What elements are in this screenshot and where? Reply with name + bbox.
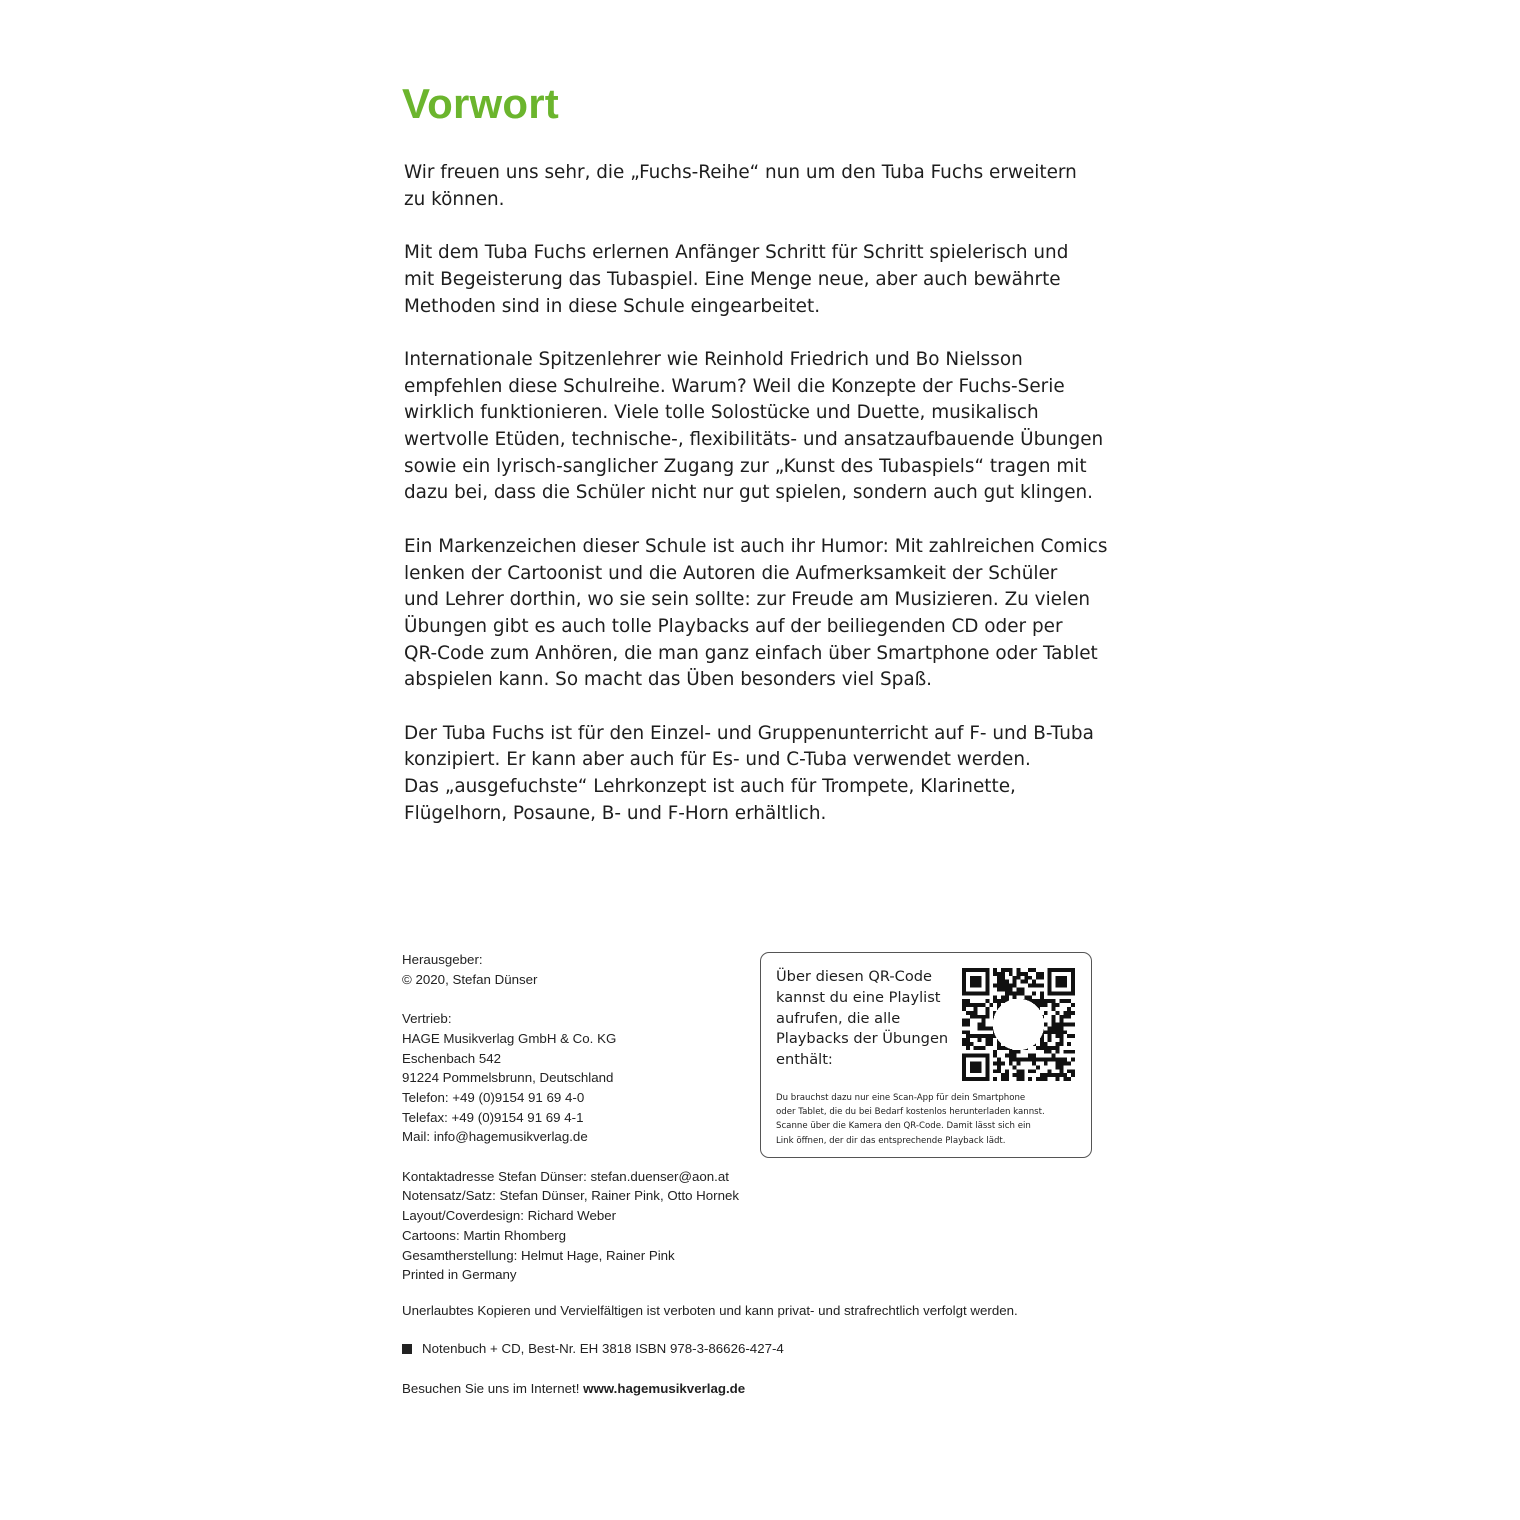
imprint-line: Herausgeber: xyxy=(402,952,483,967)
paragraph-5 xyxy=(404,721,1104,828)
qr-note-line: oder Tablet, die du bei Bedarf kostenlos herunterladen kannst. xyxy=(776,1107,1045,1118)
qr-instructions xyxy=(776,1091,1086,1148)
page-title: Vorwort xyxy=(402,80,559,127)
qr-note-line: Link öffnen, der dir das entsprechende Playback lädt. xyxy=(776,1135,1006,1146)
text-line: Das „ausgefuchste“ Lehrkonzept ist auch für Trompete, Klarinette, xyxy=(404,776,1016,798)
product-info xyxy=(402,1341,784,1356)
text-line: und Lehrer dorthin, wo sie sein sollte: zur Freude am Musizieren. Zu vielen xyxy=(404,589,1091,611)
credits-block xyxy=(402,1167,762,1285)
imprint-line: © 2020, Stefan Dünser xyxy=(402,971,538,987)
qr-note-line: Scanne über die Kamera den QR-Code. Damit lässt sich ein xyxy=(776,1121,1031,1132)
publisher-block xyxy=(402,950,762,989)
copyright-notice: Unerlaubtes Kopieren und Vervielfältigen ist verboten und kann privat- und strafrechtlich verfolgt werden. xyxy=(402,1303,1018,1318)
foreword-body xyxy=(404,160,1108,854)
qr-text-line: kannst du eine Playlist xyxy=(776,988,941,1006)
text-line: Wir freuen uns sehr, die „Fuchs-Reihe“ nun um den Tuba Fuchs erweitern xyxy=(404,162,1077,183)
qr-text-line: Über diesen QR-Code xyxy=(776,968,932,985)
imprint-line: Gesamtherstellung: Helmut Hage, Rainer Pink xyxy=(402,1247,675,1263)
imprint-line: Mail: info@hagemusikverlag.de xyxy=(402,1129,588,1145)
paragraph-1 xyxy=(404,160,1104,213)
text-line: zu können. xyxy=(404,188,505,210)
text-line: QR-Code zum Anhören, die man ganz einfach über Smartphone oder Tablet xyxy=(404,642,1098,664)
imprint-line: Eschenbach 542 xyxy=(402,1050,502,1066)
distribution-block xyxy=(402,1009,762,1147)
paragraph-4 xyxy=(404,534,1108,694)
qr-description xyxy=(776,967,954,1071)
imprint-line: 91224 Pommelsbrunn, Deutschland xyxy=(402,1070,614,1086)
text-line: empfehlen diese Schulreihe. Warum? Weil die Konzepte der Fuchs-Serie xyxy=(404,375,1065,397)
qr-text-line: aufrufen, die alle xyxy=(776,1009,901,1027)
imprint-line: Vertrieb: xyxy=(402,1011,452,1027)
text-line: sowie ein lyrisch-sanglicher Zugang zur „Kunst des Tubaspiels“ tragen mit xyxy=(404,455,1087,477)
text-line: konzipiert. Er kann aber auch für Es- und C-Tuba verwendet werden. xyxy=(404,749,1031,771)
imprint-line: Printed in Germany xyxy=(402,1267,517,1283)
text-line: lenken der Cartoonist und die Autoren die Aufmerksamkeit der Schüler xyxy=(404,562,1058,584)
text-line: mit Begeisterung das Tubaspiel. Eine Menge neue, aber auch bewährte xyxy=(404,268,1061,290)
qr-info-box xyxy=(760,952,1092,1158)
imprint-line: HAGE Musikverlag GmbH & Co. KG xyxy=(402,1030,617,1046)
text-line: wertvolle Etüden, technische-, flexibilitäts- und ansatzaufbauende Übungen xyxy=(404,429,1104,450)
website-line xyxy=(402,1381,745,1396)
qr-text-line: Playbacks der Übungen xyxy=(776,1030,949,1048)
text-line: Internationale Spitzenlehrer wie Reinhold Friedrich und Bo Nielsson xyxy=(404,348,1023,370)
text-line: Der Tuba Fuchs ist für den Einzel- und Gruppenunterricht auf F- und B-Tuba xyxy=(404,722,1094,744)
text-line: wirklich funktionieren. Viele tolle Solostücke und Duette, musikalisch xyxy=(404,402,1039,424)
visit-text: Besuchen Sie uns im Internet! xyxy=(402,1381,580,1396)
qr-text-line: enthält: xyxy=(776,1051,833,1069)
imprint-line: Kontaktadresse Stefan Dünser: stefan.duenser@aon.at xyxy=(402,1168,729,1184)
text-line: abspielen kann. So macht das Üben besonders viel Spaß. xyxy=(404,669,933,691)
imprint-line: Layout/Coverdesign: Richard Weber xyxy=(402,1208,617,1224)
text-line: Mit dem Tuba Fuchs erlernen Anfänger Schritt für Schritt spielerisch und xyxy=(404,242,1069,264)
square-bullet-icon xyxy=(402,1344,412,1354)
product-text: Notenbuch + CD, Best-Nr. EH 3818 ISBN 978-3-86626-427-4 xyxy=(422,1341,784,1356)
text-line: dazu bei, dass die Schüler nicht nur gut spielen, sondern auch gut klingen. xyxy=(404,482,1094,504)
imprint-line: Telefax: +49 (0)9154 91 69 4-1 xyxy=(402,1109,584,1125)
imprint xyxy=(402,950,762,1305)
qr-note-line: Du brauchst dazu nur eine Scan-App für dein Smartphone xyxy=(776,1093,1026,1103)
imprint-line: Telefon: +49 (0)9154 91 69 4-0 xyxy=(402,1089,585,1105)
text-line: Methoden sind in diese Schule eingearbeitet. xyxy=(404,295,821,317)
text-line: Ein Markenzeichen dieser Schule ist auch ihr Humor: Mit zahlreichen Comics xyxy=(404,535,1108,557)
paragraph-2 xyxy=(404,240,1104,320)
imprint-line: Notensatz/Satz: Stefan Dünser, Rainer Pink, Otto Hornek xyxy=(402,1188,740,1204)
qr-code-icon[interactable] xyxy=(962,968,1075,1081)
text-line: Übungen gibt es auch tolle Playbacks auf der beiliegenden CD oder per xyxy=(404,615,1063,637)
imprint-line: Cartoons: Martin Rhomberg xyxy=(402,1227,567,1243)
website-link[interactable]: www.hagemusikverlag.de xyxy=(583,1381,746,1396)
paragraph-3 xyxy=(404,347,1104,507)
text-line: Flügelhorn, Posaune, B- und F-Horn erhältlich. xyxy=(404,802,827,824)
